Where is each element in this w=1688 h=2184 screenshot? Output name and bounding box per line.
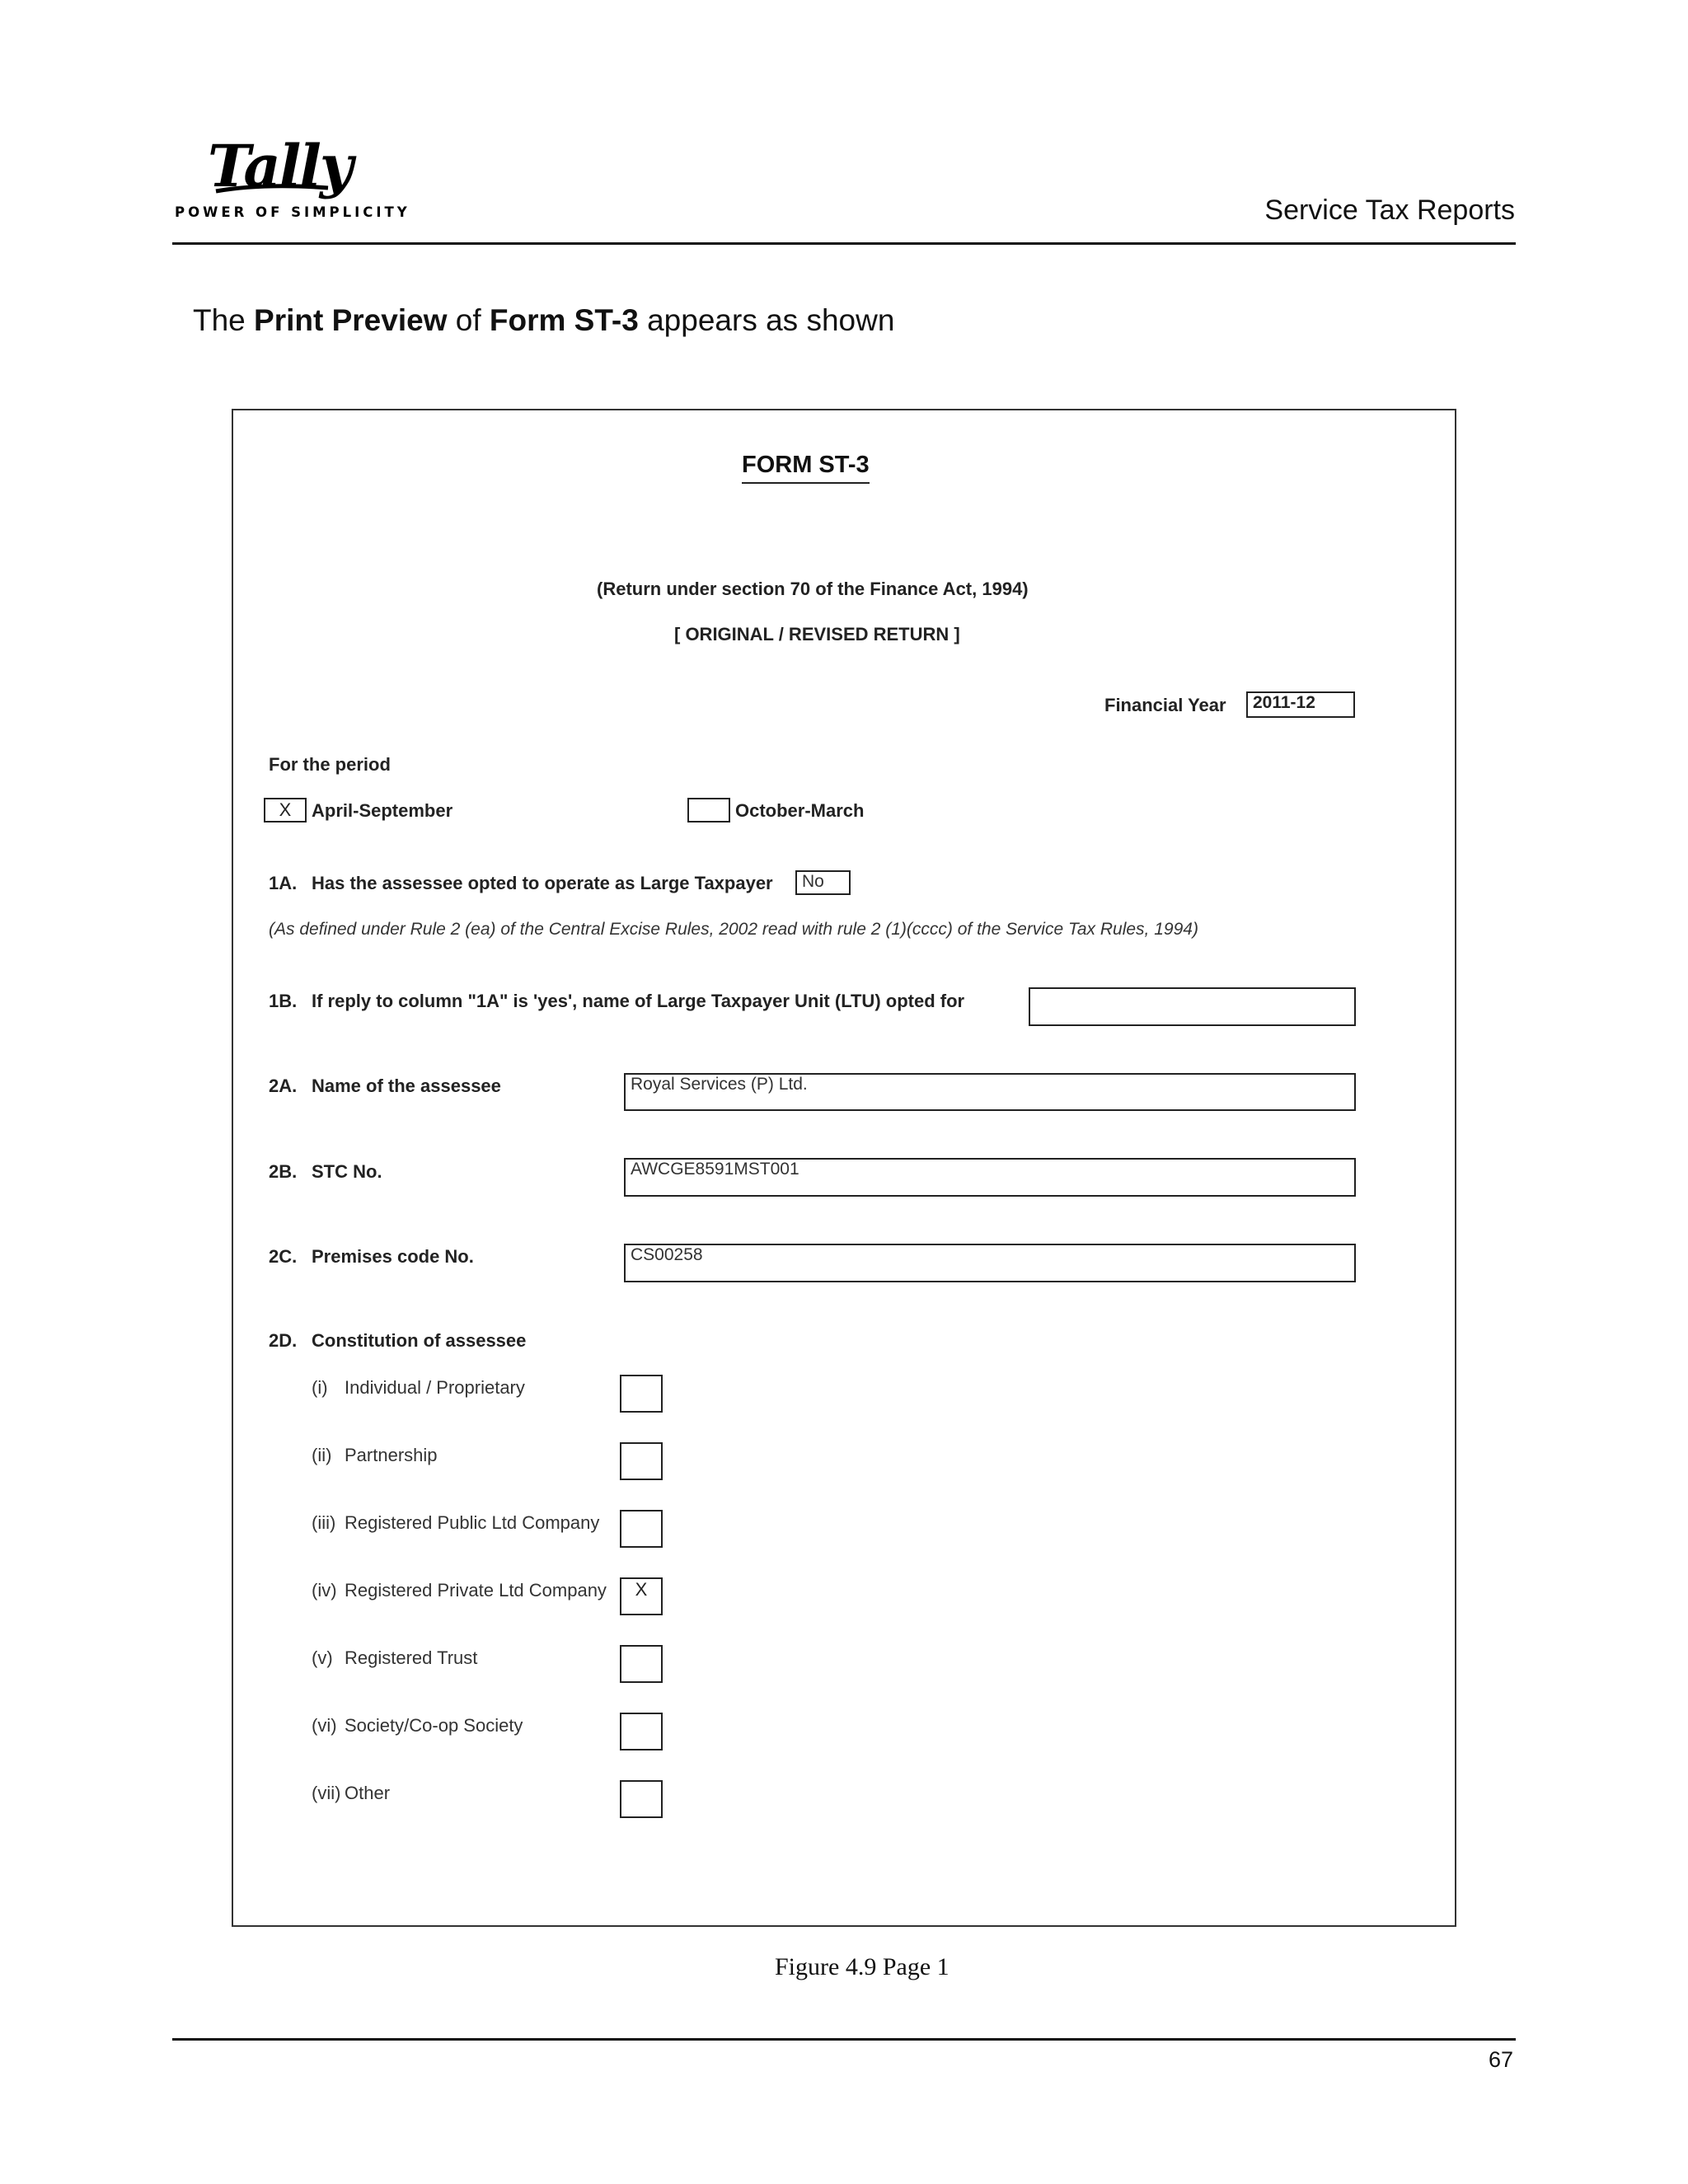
q2d-label: Constitution of assessee: [312, 1330, 527, 1351]
checkbox-mark: [621, 1511, 661, 1546]
constitution-roman: (i): [312, 1377, 328, 1398]
constitution-roman: (iii): [312, 1512, 336, 1533]
financial-year-label: Financial Year: [1104, 695, 1226, 715]
q1a-value: No: [802, 872, 824, 891]
constitution-roman: (iv): [312, 1580, 337, 1601]
footer-rule: [172, 2038, 1516, 2041]
q2a-label: Name of the assessee: [312, 1076, 501, 1096]
checkbox-mark: [621, 1782, 661, 1816]
q1b-field[interactable]: [1029, 987, 1356, 1026]
q2a-field[interactable]: [624, 1073, 1356, 1111]
q2c-number: 2C.: [269, 1246, 298, 1267]
q2d-number: 2D.: [269, 1330, 298, 1351]
q1a-note: (As defined under Rule 2 (ea) of the Central Excise Rules, 2002 read with rule 2 (1)(cccc) of the Service Tax Rules, 1994): [269, 920, 1198, 939]
financial-year-field[interactable]: [1246, 691, 1355, 718]
constitution-label: Registered Public Ltd Company: [345, 1512, 600, 1533]
checkbox-mark: X: [279, 799, 292, 820]
constitution-roman: (v): [312, 1647, 333, 1668]
checkbox-mark: [621, 1714, 661, 1749]
constitution-label: Registered Private Ltd Company: [345, 1580, 607, 1601]
q2b-label: STC No.: [312, 1161, 382, 1182]
constitution-checkbox-trust[interactable]: [620, 1645, 663, 1683]
constitution-checkbox-other[interactable]: [620, 1780, 663, 1818]
constitution-label: Other: [345, 1783, 391, 1803]
q1b-label: If reply to column "1A" is 'yes', name of Large Taxpayer Unit (LTU) opted for: [312, 991, 965, 1011]
page-number: 67: [1488, 2047, 1513, 2072]
q1b-number: 1B.: [269, 991, 298, 1011]
q2c-value: CS00258: [631, 1245, 703, 1264]
constitution-checkbox-public-ltd[interactable]: [620, 1510, 663, 1548]
q2b-field[interactable]: [624, 1158, 1356, 1197]
logo-wordmark: Tally: [208, 132, 352, 200]
period-october-march-checkbox[interactable]: [687, 798, 730, 823]
constitution-checkbox-individual[interactable]: [620, 1375, 663, 1413]
q2b-number: 2B.: [269, 1161, 298, 1182]
constitution-label: Registered Trust: [345, 1647, 478, 1668]
financial-year-value: 2011-12: [1253, 693, 1315, 712]
return-type: [ ORIGINAL / REVISED RETURN ]: [674, 624, 960, 644]
q1a-label: Has the assessee opted to operate as Large Taxpayer: [312, 873, 773, 893]
period-label: For the period: [269, 754, 391, 775]
intro-mid: of: [447, 303, 490, 337]
constitution-checkbox-private-ltd[interactable]: [620, 1577, 663, 1615]
q2c-field[interactable]: [624, 1244, 1356, 1282]
q2a-value: Royal Services (P) Ltd.: [631, 1075, 808, 1094]
constitution-roman: (vii): [312, 1783, 341, 1803]
checkbox-mark: [621, 1444, 661, 1479]
q2a-number: 2A.: [269, 1076, 298, 1096]
q2b-value: AWCGE8591MST001: [631, 1160, 799, 1179]
period-april-september-checkbox[interactable]: [264, 798, 307, 823]
intro-prefix: The: [193, 303, 255, 337]
q2c-label: Premises code No.: [312, 1246, 474, 1267]
checkbox-mark: X: [635, 1579, 648, 1600]
checkbox-mark: [621, 1647, 661, 1681]
constitution-roman: (ii): [312, 1445, 332, 1465]
figure-caption: Figure 4.9 Page 1: [775, 1953, 950, 1980]
period-april-september-label: April-September: [312, 800, 453, 821]
intro-suffix: appears as shown: [638, 303, 895, 337]
constitution-roman: (vi): [312, 1715, 337, 1736]
form-subtitle: (Return under section 70 of the Finance Act, 1994): [597, 579, 1029, 599]
form-title: FORM ST-3: [742, 452, 870, 484]
section-title: Service Tax Reports: [1264, 194, 1515, 226]
checkbox-mark: [689, 799, 729, 821]
q1a-field[interactable]: [795, 870, 851, 895]
intro-bold-form: Form ST-3: [489, 303, 639, 337]
checkbox-mark: [621, 1376, 661, 1411]
constitution-label: Society/Co-op Society: [345, 1715, 523, 1736]
logo-tagline: POWER OF SIMPLICITY: [175, 204, 410, 220]
constitution-checkbox-society[interactable]: [620, 1713, 663, 1750]
constitution-label: Individual / Proprietary: [345, 1377, 525, 1398]
period-october-march-label: October-March: [735, 800, 865, 821]
intro-bold-print-preview: Print Preview: [254, 303, 448, 337]
constitution-label: Partnership: [345, 1445, 438, 1465]
q1a-number: 1A.: [269, 873, 298, 893]
constitution-checkbox-partnership[interactable]: [620, 1442, 663, 1480]
